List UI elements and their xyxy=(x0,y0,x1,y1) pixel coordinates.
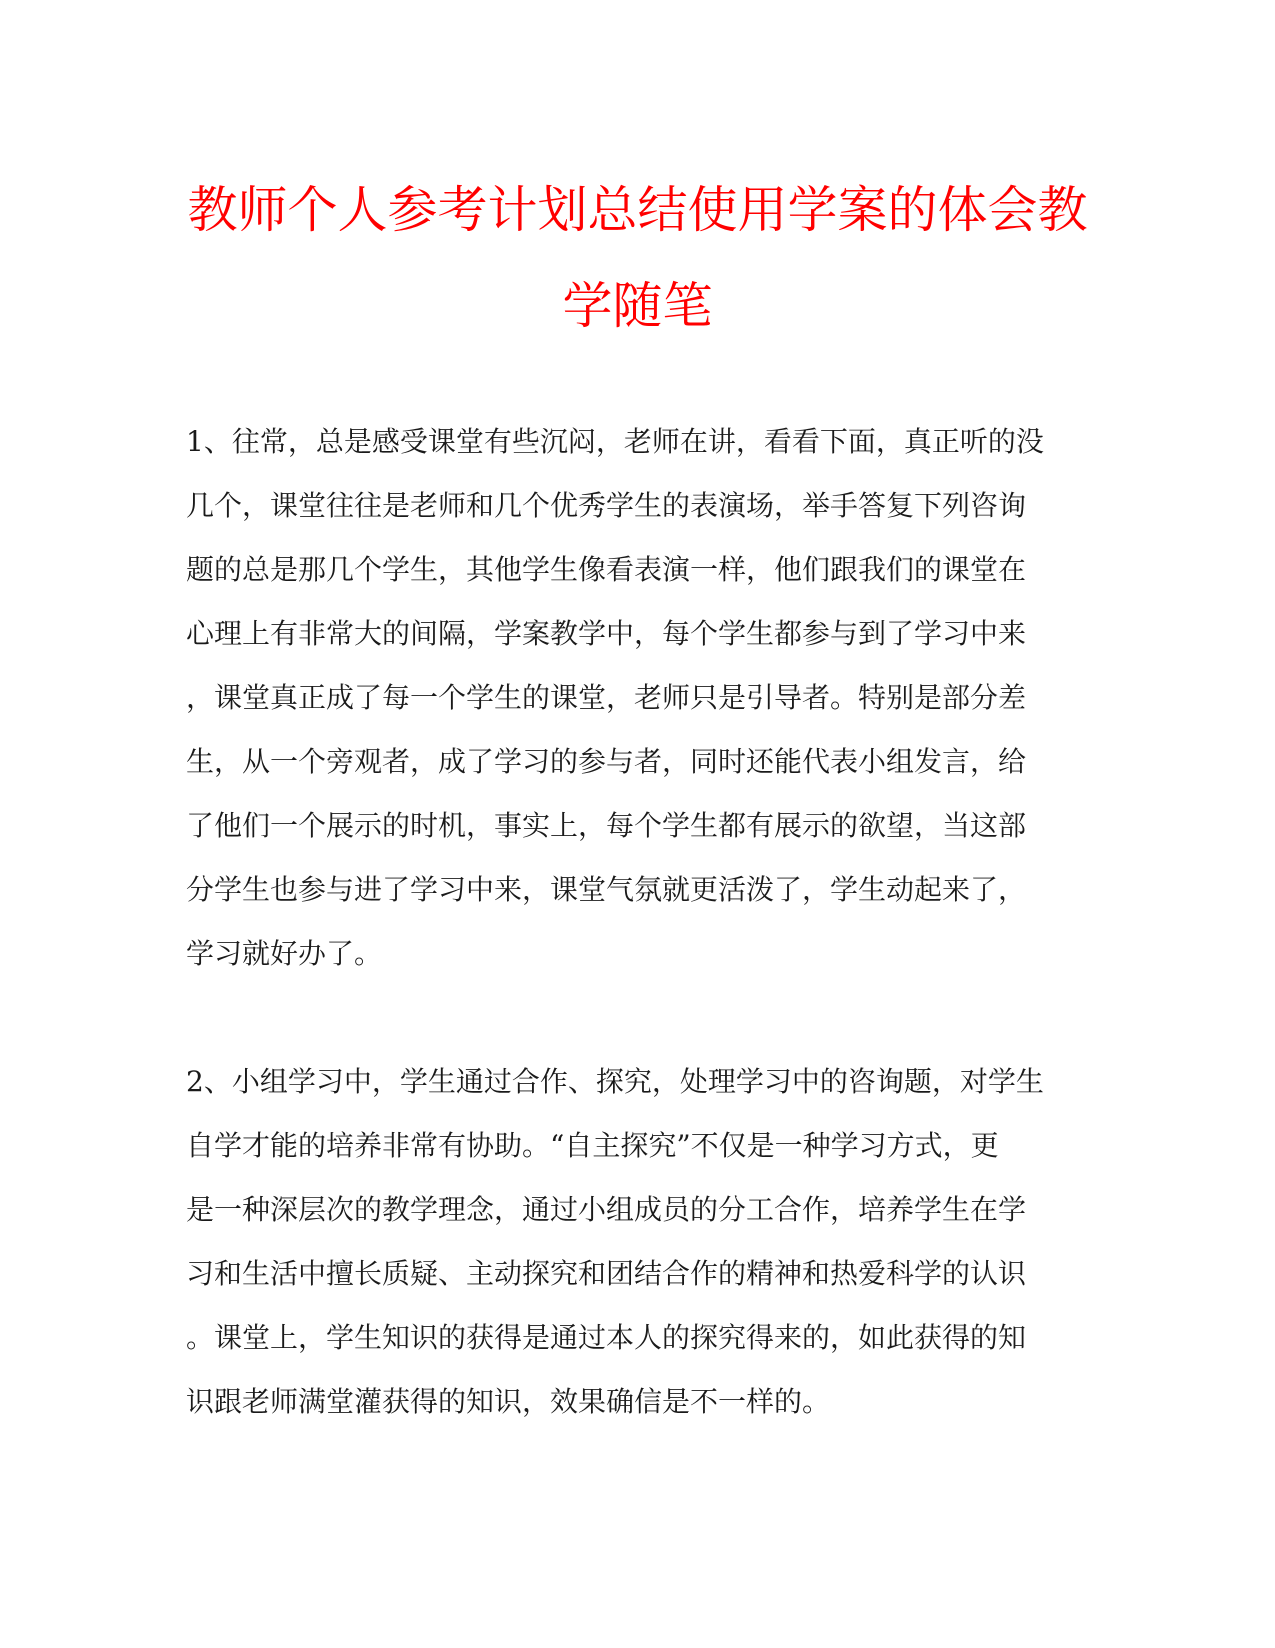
paragraph-line: 了他们一个展示的时机，事实上，每个学生都有展示的欲望，当这部 xyxy=(186,809,1027,842)
paragraph-1 xyxy=(186,410,1086,986)
paragraph-line: 学习就好办了。 xyxy=(186,937,383,970)
paragraph-line: 自学才能的培养非常有协助。“自主探究”不仅是一种学习方式，更 xyxy=(186,1129,999,1162)
paragraph-2 xyxy=(186,1050,1086,1434)
paragraph-line: 2、小组学习中，学生通过合作、探究，处理学习中的咨询题，对学生 xyxy=(186,1065,1044,1098)
paragraph-line: 生，从一个旁观者，成了学习的参与者，同时还能代表小组发言，给 xyxy=(186,745,1027,778)
title-line-2: 学随笔 xyxy=(562,277,713,335)
paragraph-line: 心理上有非常大的间隔，学案教学中，每个学生都参与到了学习中来 xyxy=(186,617,1027,650)
paragraph-line: 识跟老师满堂灌获得的知识，效果确信是不一样的。 xyxy=(186,1385,831,1418)
paragraph-line: 是一种深层次的教学理念，通过小组成员的分工合作，培养学生在学 xyxy=(186,1193,1027,1226)
title-line-1: 教师个人参考计划总结使用学案的体会教 xyxy=(187,181,1088,239)
paragraph-line: 分学生也参与进了学习中来，课堂气氛就更活泼了，学生动起来了， xyxy=(186,873,1027,906)
paragraph-line: ，课堂真正成了每一个学生的课堂，老师只是引导者。特别是部分差 xyxy=(186,681,1027,714)
paragraph-line: 习和生活中擅长质疑、主动探究和团结合作的精神和热爱科学的认识 xyxy=(186,1257,1027,1290)
paragraph-line: 题的总是那几个学生，其他学生像看表演一样，他们跟我们的课堂在 xyxy=(186,553,1027,586)
paragraph-line: 。课堂上，学生知识的获得是通过本人的探究得来的，如此获得的知 xyxy=(186,1321,1027,1354)
document-title xyxy=(150,162,1125,354)
paragraph-line: 几个，课堂往往是老师和几个优秀学生的表演场，举手答复下列咨询 xyxy=(186,489,1027,522)
paragraph-line: 1、往常，总是感受课堂有些沉闷，老师在讲，看看下面，真正听的没 xyxy=(186,425,1044,458)
